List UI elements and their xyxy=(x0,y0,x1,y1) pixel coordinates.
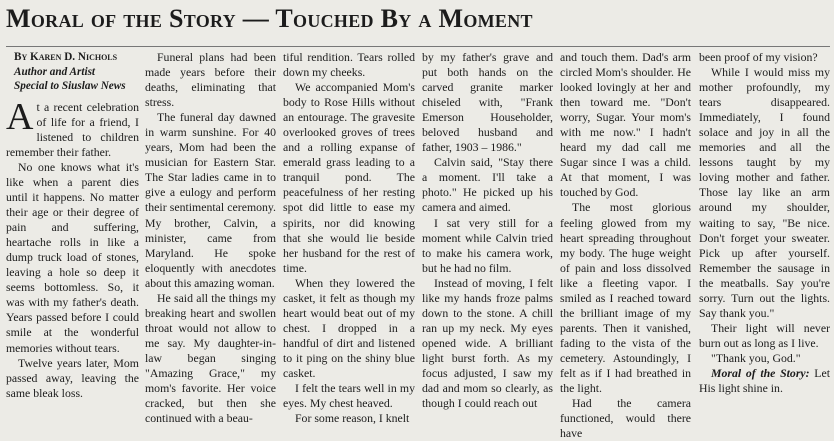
paragraph: At a recent celebration of life for a friend, I listened to children remember their father. xyxy=(6,95,139,159)
author-name: By Karen D. Nichols xyxy=(14,51,118,63)
drop-cap: A xyxy=(6,95,34,138)
paragraph: been proof of my vision? xyxy=(699,50,818,64)
paragraph: For some reason, I knelt xyxy=(295,411,410,426)
paragraph: I sat very still for a moment while Calvin tried to make his camera work, but he had no film. xyxy=(422,215,553,275)
paragraph: tiful rendition. Tears rolled down my cheeks. xyxy=(283,50,415,80)
byline xyxy=(14,50,139,94)
paragraph: We accompanied Mom's body to Rose Hills without an entourage. The gravesite overlooked groves of trees and a rolling expanse of emerald grass leading to a tranquil pond. The peacefulness of her resting spot did little to ease my spirits, nor did knowing that she would lie beside her husband for the rest of time. xyxy=(283,80,415,275)
moral-label: Moral of the Story: xyxy=(711,365,810,380)
paragraph: Calvin said, "Stay there a moment. I'll take a photo." He picked up his camera and aimed. xyxy=(422,155,553,215)
paragraph: Their light will never burn out as long as I live. xyxy=(699,320,830,350)
author-outlet: Special to Siuslaw News xyxy=(14,80,126,93)
paragraph: He said all the things my breaking heart and swollen throat would not allow to me say. My daughter-in-law began singing "Amazing Grace," my mom's favorite. Her voice cracked, but then she continued with a beau- xyxy=(145,290,276,426)
paragraph: I felt the tears well in my eyes. My chest heaved. xyxy=(283,381,415,411)
article-column-4 xyxy=(422,50,553,416)
article-column-2 xyxy=(145,50,276,426)
paragraph: No one knows what it's like when a parent dies until it happens. No matter their age or their degree of pain and suffering, heartache rolls in like a dump truck load of stones, leaving a hole so deep it seems bottomless. So, it was with my father's death. Years passed before I could smile at the wonderful memories without tears. xyxy=(6,159,139,355)
article-column-3 xyxy=(283,50,415,426)
paragraph: by my father's grave and put both hands on the carved granite marker chiseled with, "Frank Emerson Householder, beloved husband and father, 1903 – 1986." xyxy=(422,50,553,155)
paragraph: Instead of moving, I felt like my hands froze palms down to the stone. A chill ran up my neck. My eyes opened wide. A brilliant light burst forth. As my focus adjusted, I saw my dad and mom so clearly, as though I could reach out xyxy=(422,275,553,411)
paragraph: Had the camera functioned, would there have xyxy=(560,396,691,441)
paragraph: "Thank you, God." xyxy=(711,350,801,365)
paragraph: The most glorious feeling glowed from my heart spreading throughout my body. The huge weight of pain and loss dissolved like a fleeting vapor. I smiled as I reached toward the brilliant image of my parents. Then it vanished, fading to the vista of the cemetery. Astoundingly, I felt as if I had breathed in the light. xyxy=(560,200,691,396)
article-column-1 xyxy=(6,50,139,416)
moral-paragraph xyxy=(699,366,830,396)
author-role: Author and Artist xyxy=(14,65,96,78)
paragraph: The funeral day dawned in warm sunshine. For 40 years, Mom had been the musician for Eastern Star. The Star ladies came in to give a eulogy and perform their sentimental ceremony. My brother, Calvin, a minister, came from Maryland. He spoke eloquently with anecdotes about this amazing woman. xyxy=(145,110,276,290)
paragraph: and touch them. Dad's arm circled Mom's shoulder. He looked lovingly at her and then toward me. "Don't worry, Sugar. Your mom's with me now." I hadn't heard my dad call me Sugar since I was a child. At that moment, I was touched by God. xyxy=(560,50,691,200)
headline-rule xyxy=(6,46,830,47)
article-headline: Moral of the Story — Touched By a Moment xyxy=(6,4,533,33)
article-column-5 xyxy=(560,50,691,441)
moral-text: Let His light shine in. xyxy=(699,365,830,396)
article-column-6 xyxy=(699,50,830,416)
paragraph: Funeral plans had been made years before their deaths, eliminating that stress. xyxy=(145,50,276,110)
paragraph: Twelve years later, Mom passed away, leaving the same bleak loss. xyxy=(6,355,139,400)
paragraph: While I would miss my mother profoundly, my tears disappeared. Immediately, I found solace and joy in all the memories and all the lessons taught by my loving mother and father. Those lay like an arm around my shoulder, waiting to say, "Be nice. Don't forget your sweater. Pick up after yourself. Remember the sausage in the meatballs. Say you're sorry. Turn out the lights. Say thank you." xyxy=(699,65,830,320)
paragraph: When they lowered the casket, it felt as though my heart would beat out of my chest. I dropped in a handful of dirt and listened to it ping on the shiny blue casket. xyxy=(283,275,415,380)
